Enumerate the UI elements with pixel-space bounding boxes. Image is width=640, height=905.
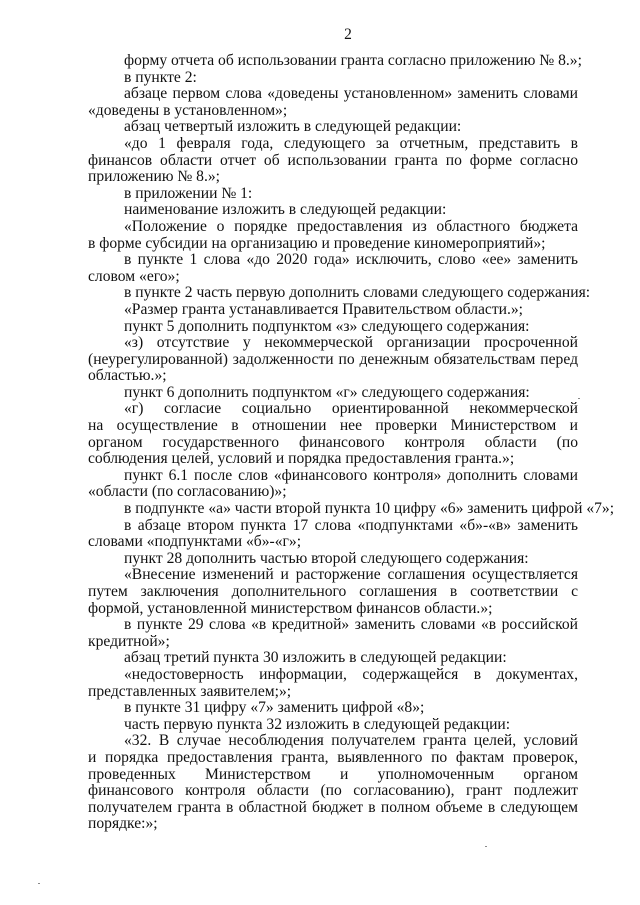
paragraph (88, 119, 578, 136)
paragraph (88, 617, 578, 650)
text-line: «доведены в установленном»; (88, 101, 288, 119)
text-line: в форме субсидии на организацию и проведение киномероприятий»; (88, 234, 546, 252)
text-line: на осуществление в отношении нее проверки Министерством и (88, 418, 578, 435)
text-line: пункт 5 дополнить подпунктом «з» следующего содержания: (124, 317, 530, 335)
text-line: в подпункте «а» части второй пункта 10 цифру «6» заменить цифрой «7»; (124, 500, 615, 518)
text-line: пункт 6 дополнить подпунктом «г» следующего содержания: (124, 383, 530, 401)
text-line: словом «его»; (88, 267, 180, 285)
paragraph (88, 52, 582, 70)
paragraph (88, 567, 578, 617)
paragraph (88, 650, 578, 667)
paragraph (88, 70, 578, 87)
paragraph (88, 551, 578, 568)
text-line: наименование изложить в следующей редакции: (124, 201, 447, 219)
text-line: «з) отсутствие у некоммерческой организации просроченной (124, 335, 578, 352)
paragraph (88, 186, 578, 203)
text-line: «Размер гранта устанавливается Правительством области.»; (124, 300, 524, 318)
text-line: словами «подпунктами «б»-«г»; (88, 533, 302, 551)
paragraph (88, 136, 578, 186)
text-line: формой, установленной министерством финансов области.»; (88, 599, 493, 617)
text-line: в пункте 2: (124, 68, 197, 86)
text-line: абзац четвертый изложить в следующей редакции: (124, 118, 462, 136)
text-line: порядке:»; (88, 815, 158, 833)
text-line: кредитной»; (88, 632, 170, 650)
text-line: абзац третий пункта 30 изложить в следующей редакции: (124, 649, 507, 667)
text-line: проведенных Министерством и уполномоченным органом (88, 766, 578, 783)
text-line: «области (по согласованию)»; (88, 483, 287, 501)
page-number: 2 (344, 26, 352, 43)
text-line: «до 1 февраля года, следующего за отчетным, представить в (124, 135, 578, 152)
text-line: путем заключения дополнительного соглашения в соответствии с (88, 584, 578, 600)
text-line: в абзаце втором пункта 17 слова «подпунктами «б»-«в» заменить (124, 517, 578, 534)
text-line: областью.»; (88, 367, 167, 385)
text-line: представленных заявителем;»; (88, 682, 292, 700)
text-line: «недостоверность информации, содержащейся в документах, (124, 666, 578, 683)
text-line: пункт 6.1 после слов «финансового контроля» дополнить словами (124, 467, 578, 484)
text-line: органом государственного финансового контроля области (по (88, 434, 578, 451)
scan-speck (485, 846, 487, 847)
text-line: в пункте 29 слова «в кредитной» заменить словами «в российской (124, 617, 578, 634)
paragraph (88, 401, 578, 467)
text-line: «г) согласие социально ориентированной некоммерческой (124, 401, 578, 418)
text-line: финансового контроля области (по согласованию), грант подлежит (88, 783, 578, 800)
paragraph (88, 86, 578, 119)
scan-speck (38, 883, 40, 884)
text-line: в пункте 2 часть первую дополнить словами следующего содержания: (124, 284, 591, 302)
text-line: часть первую пункта 32 изложить в следующей редакции: (124, 715, 511, 733)
text-line: приложению № 8.»; (88, 168, 221, 186)
paragraph (88, 518, 578, 551)
text-line: «Положение о порядке предоставления из областного бюджета (124, 218, 578, 235)
text-line: пункт 28 дополнить частью второй следующего содержания: (124, 549, 529, 567)
paragraph (88, 468, 578, 501)
paragraph (88, 733, 578, 833)
text-line: абзаце первом слова «доведены установленном» заменить словами (124, 86, 578, 103)
text-line: получателем гранта в областной бюджет в полном объеме в следующем (88, 799, 578, 816)
document-body (88, 52, 615, 833)
text-line: «32. В случае несоблюдения получателем гранта целей, условий (124, 733, 578, 750)
paragraph (88, 700, 578, 717)
paragraph (88, 319, 578, 336)
text-line: соблюдения целей, условий и порядка предоставления гранта.»; (88, 450, 515, 468)
text-line: форму отчета об использовании гранта согласно приложению № 8.»; (124, 52, 582, 69)
text-line: в пункте 31 цифру «7» заменить цифрой «8»; (124, 699, 425, 717)
paragraph (88, 335, 578, 385)
text-line: в пункте 1 слова «до 2020 года» исключить, слово «ее» заменить (124, 252, 578, 269)
scan-speck (578, 398, 580, 399)
paragraph (88, 717, 578, 734)
text-line: финансов области отчет об использовании гранта по форме согласно (88, 152, 578, 169)
text-line: в приложении № 1: (124, 184, 253, 202)
paragraph (88, 667, 578, 700)
paragraph (88, 385, 578, 402)
paragraph (88, 500, 615, 518)
paragraph (88, 252, 578, 285)
text-line: и порядка предоставления гранта, выявленного по фактам проверок, (88, 749, 578, 766)
paragraph (88, 302, 578, 319)
text-line: (неурегулированной) задолженности по денежным обязательствам перед (88, 351, 578, 368)
paragraph (88, 202, 578, 219)
text-line: «Внесение изменений и расторжение соглашения осуществляется (124, 567, 578, 584)
paragraph (88, 284, 591, 302)
paragraph (88, 219, 578, 252)
